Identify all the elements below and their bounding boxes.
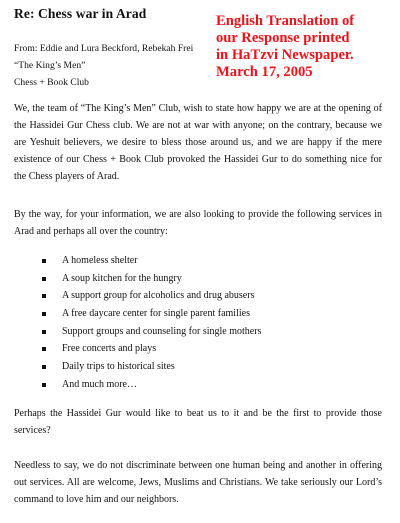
list-item-label: And much more… bbox=[62, 378, 137, 390]
list-item-label: A soup kitchen for the hungry bbox=[62, 272, 182, 284]
list-item-label: A free daycare center for single parent families bbox=[62, 308, 250, 320]
list-item bbox=[40, 323, 261, 341]
paragraph-intro: We, the team of “The King’s Men” Club, wish to state how happy we are at the opening of the Hassidei Gur Chess club. We are not at war with anyone; on the contrary, because we are Yeshuit believers, we desire to bless those around us, and we are happy if the mere existence of our Chess + Book Club provoked the Hassidei Gur to do something nice for the Chess players of Arad. bbox=[14, 103, 382, 182]
translation-note-line: our Response printed bbox=[216, 30, 350, 46]
club-name: “The King’s Men” bbox=[14, 60, 86, 71]
bullet-icon bbox=[42, 365, 46, 369]
sender-block bbox=[14, 40, 193, 91]
club-subtitle: Chess + Book Club bbox=[14, 77, 89, 88]
bullet-icon bbox=[42, 277, 46, 281]
headline: Re: Chess war in Arad bbox=[14, 6, 147, 21]
bullet-icon bbox=[42, 347, 46, 351]
list-item bbox=[40, 358, 261, 376]
paragraph-services-intro: By the way, for your information, we are also looking to provide the following services in Arad and perhaps all over the country: bbox=[14, 209, 382, 237]
translation-note-line: English Translation of bbox=[216, 13, 355, 29]
translation-note-line: in HaTzvi Newspaper. bbox=[216, 47, 354, 63]
paragraph-challenge: Perhaps the Hassidei Gur would like to beat us to it and be the first to provide those services? bbox=[14, 408, 382, 436]
list-item bbox=[40, 376, 261, 394]
list-item-label: Support groups and counseling for single mothers bbox=[62, 325, 262, 337]
sender-line: From: Eddie and Lura Beckford, Rebekah Frei bbox=[14, 43, 194, 54]
bullet-icon bbox=[42, 259, 46, 263]
translation-note bbox=[216, 13, 400, 81]
list-item-label: Daily trips to historical sites bbox=[62, 361, 175, 373]
bullet-icon bbox=[42, 383, 46, 387]
list-item bbox=[40, 270, 261, 288]
bullet-icon bbox=[42, 330, 46, 334]
list-item bbox=[40, 252, 261, 270]
list-item bbox=[40, 305, 261, 323]
paragraph-closing: Needless to say, we do not discriminate between one human being and another in offering out services. All are welcome, Jews, Muslims and Christians. We take seriously our Lord’s command to love him and our neighbors. bbox=[14, 460, 382, 505]
list-item-label: Free concerts and plays bbox=[62, 343, 157, 355]
bullet-icon bbox=[42, 294, 46, 298]
list-item bbox=[40, 340, 261, 358]
translation-note-line: March 17, 2005 bbox=[216, 64, 313, 80]
services-list bbox=[40, 252, 261, 394]
list-item-label: A support group for alcoholics and drug abusers bbox=[62, 290, 255, 302]
list-item-label: A homeless shelter bbox=[62, 255, 138, 266]
list-item bbox=[40, 287, 261, 305]
bullet-icon bbox=[42, 312, 46, 316]
